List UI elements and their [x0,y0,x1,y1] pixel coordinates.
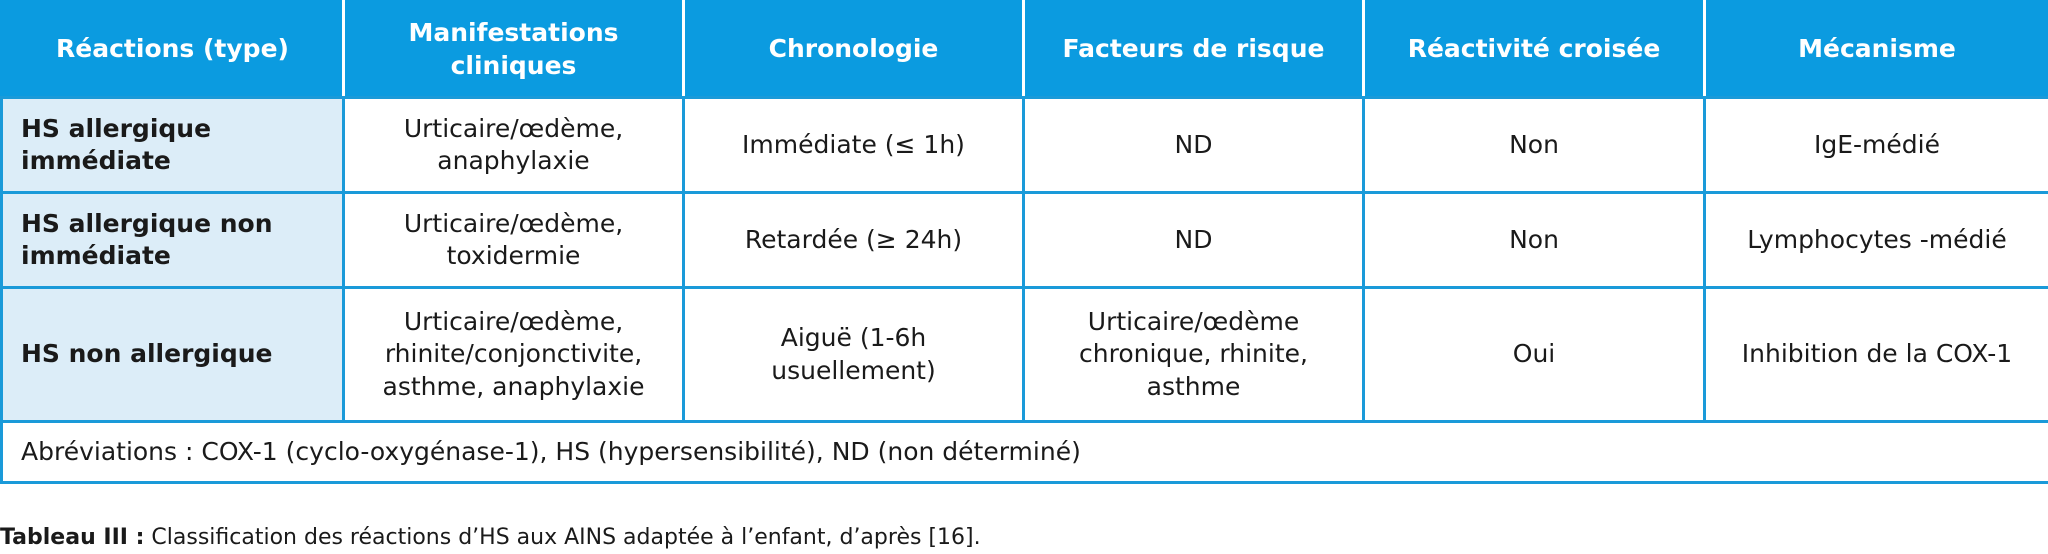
table-header [2,2,2048,98]
table-caption [0,525,981,550]
header-row [2,2,2048,98]
table-row [2,98,2048,193]
header-risk-factors: Facteurs de risque [1024,2,1364,98]
cross-reactivity-cell: Non [1364,98,1705,193]
risk-factors-cell: ND [1024,193,1364,288]
caption-text: Classification des réactions d’HS aux AINS adaptée à l’enfant, d’après [16]. [144,525,981,550]
cross-reactivity-cell: Oui [1364,288,1705,422]
manifestations-cell: Urticaire/œdème, toxidermie [344,193,684,288]
risk-factors-cell: Urticaire/œdème chronique, rhinite, asthme [1024,288,1364,422]
chronology-cell: Retardée (≥ 24h) [684,193,1024,288]
mechanism-cell: Inhibition de la COX-1 [1705,288,2048,422]
header-mechanism: Mécanisme [1705,2,2048,98]
abbreviations-cell: Abréviations : COX-1 (cyclo-oxygénase-1), HS (hypersensibilité), ND (non déterminé) [2,422,2048,483]
caption-label: Tableau III : [0,525,145,550]
row-type-cell: HS allergique immédiate [2,98,344,193]
table-row [2,288,2048,422]
mechanism-cell: Lymphocytes -médié [1705,193,2048,288]
row-type-cell: HS non allergique [2,288,344,422]
chronology-cell: Immédiate (≤ 1h) [684,98,1024,193]
cross-reactivity-cell: Non [1364,193,1705,288]
risk-factors-cell: ND [1024,98,1364,193]
header-reaction-type: Réactions (type) [2,2,344,98]
abbreviations-row [2,422,2048,483]
chronology-cell: Aiguë (1-6h usuellement) [684,288,1024,422]
table-row [2,193,2048,288]
mechanism-cell: IgE-médié [1705,98,2048,193]
table-body [2,98,2048,483]
header-clinical-manifestations: Manifestations cliniques [344,2,684,98]
row-type-cell: HS allergique non immédiate [2,193,344,288]
header-cross-reactivity: Réactivité croisée [1364,2,1705,98]
manifestations-cell: Urticaire/œdème, rhinite/conjonctivite, asthme, anaphylaxie [344,288,684,422]
header-chronology: Chronologie [684,2,1024,98]
manifestations-cell: Urticaire/œdème, anaphylaxie [344,98,684,193]
